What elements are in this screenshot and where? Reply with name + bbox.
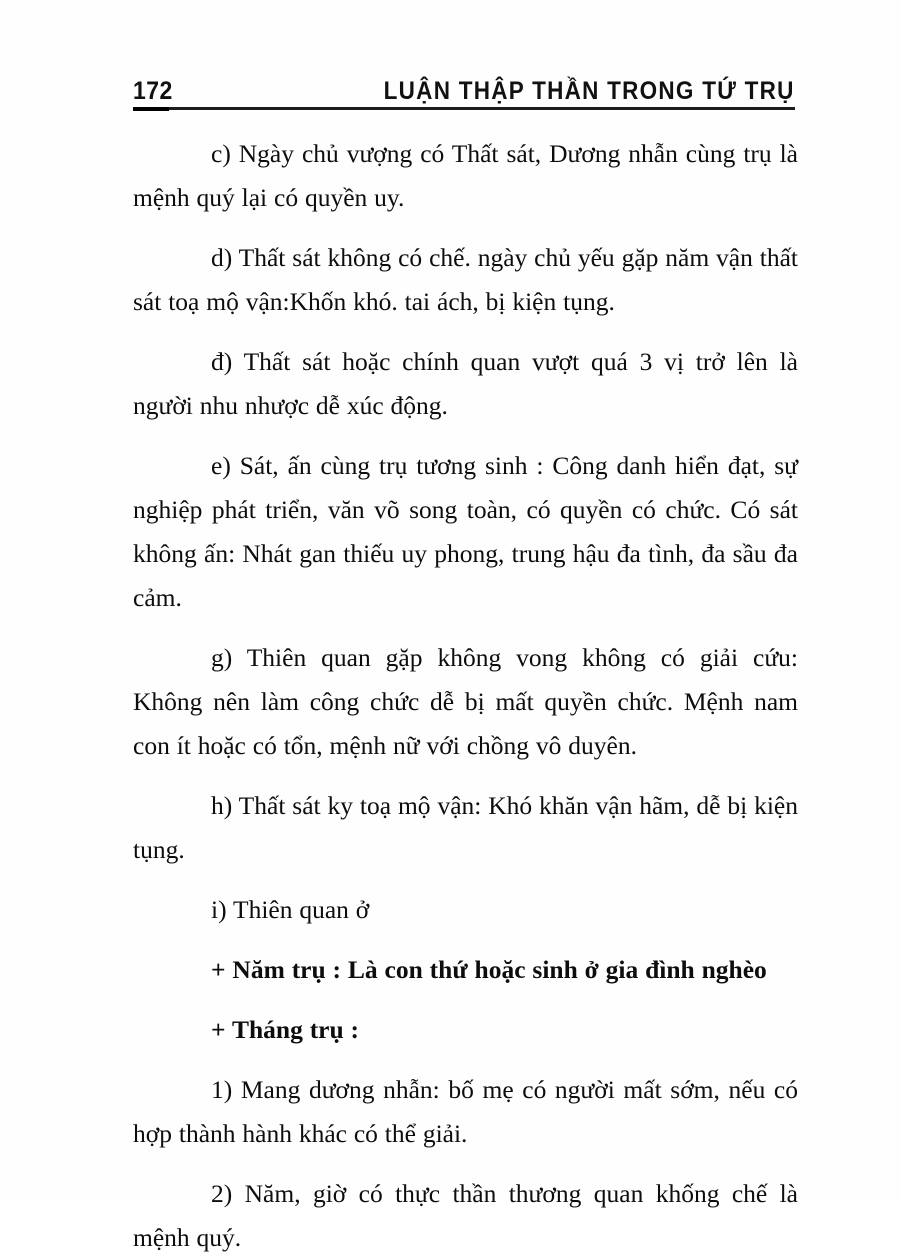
running-title: LUẬN THẬP THẦN TRONG TỨ TRỤ <box>383 77 795 105</box>
paragraph-item-1: 1) Mang dương nhẫn: bố mẹ có người mất sớm, nếu có hợp thành hành khác có thể giải. <box>133 1075 798 1148</box>
paragraph-item-2: 2) Năm, giờ có thực thần thương quan khống chế là mệnh quý. <box>133 1179 798 1252</box>
paragraph-thang-tru: + Tháng trụ : <box>211 1015 360 1044</box>
header-divider <box>133 107 795 110</box>
paragraph-h: h) Thất sát ky toạ mộ vận: Khó khăn vận hãm, dễ bị kiện tụng. <box>133 791 798 864</box>
paragraph-i: i) Thiên quan ở <box>211 895 370 924</box>
header-row <box>133 62 795 104</box>
page-number: 172 <box>133 77 173 105</box>
paragraph-c: c) Ngày chủ vượng có Thất sát, Dương nhẫn cùng trụ là mệnh quý lại có quyền uy. <box>133 139 798 212</box>
paragraph-d: d) Thất sát không có chế. ngày chủ yếu gặp năm vận thất sát toạ mộ vận:Khốn khó. tai ách, bị kiện tụng. <box>133 243 798 316</box>
paragraph-nam-tru: + Năm trụ : Là con thứ hoặc sinh ở gia đình nghèo <box>211 955 767 984</box>
paragraph-g: g) Thiên quan gặp không vong không có giải cứu: Không nên làm công chức dễ bị mất quyền chức. Mệnh nam con ít hoặc có tổn, mệnh nữ với chồng vô duyên. <box>133 643 798 760</box>
running-header <box>133 62 795 110</box>
paragraph-dd: đ) Thất sát hoặc chính quan vượt quá 3 vị trở lên là người nhu nhược dễ xúc động. <box>133 347 798 420</box>
body-text-column <box>133 132 798 1260</box>
paragraph-e: e) Sát, ấn cùng trụ tương sinh : Công danh hiển đạt, sự nghiệp phát triển, văn võ song toàn, có quyền có chức. Có sát không ấn: Nhát gan thiếu uy phong, trung hậu đa tình, đa sầu đa cảm. <box>133 451 798 612</box>
